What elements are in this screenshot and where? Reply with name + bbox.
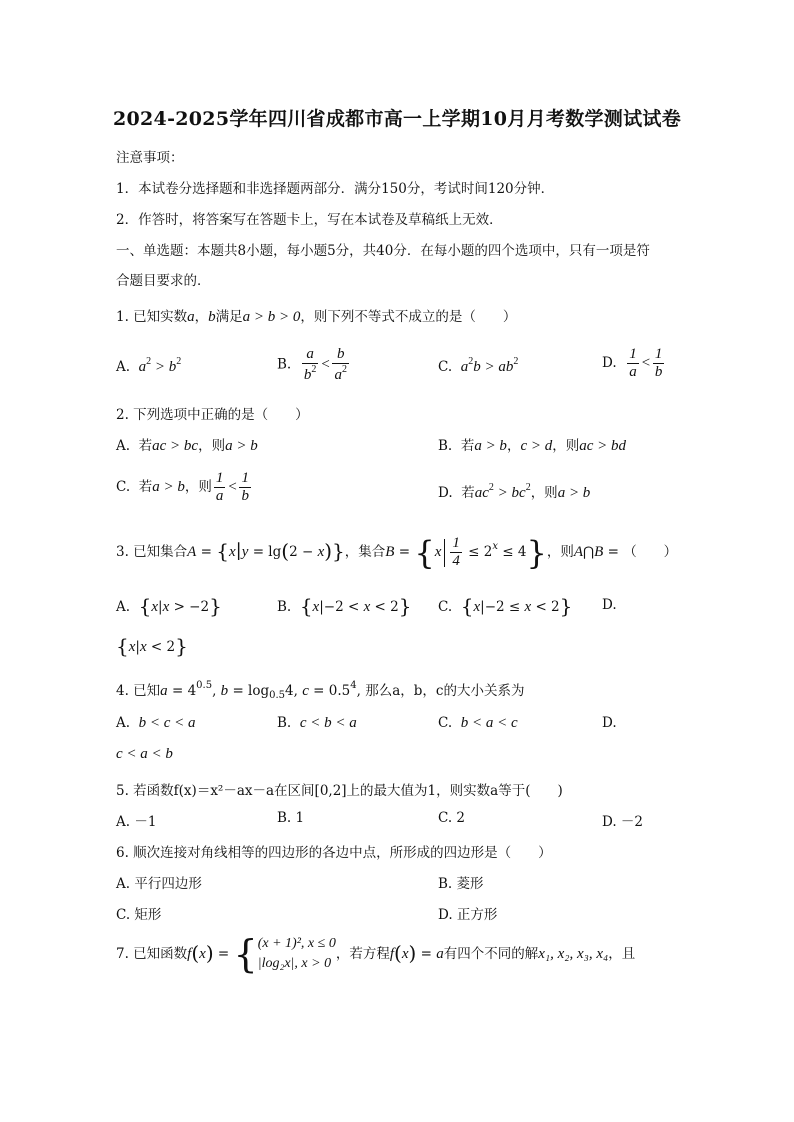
question-2-option-a[interactable]: A. 若ac > bc，则a > b bbox=[116, 438, 258, 454]
question-6-option-c[interactable]: C. 矩形 bbox=[116, 907, 162, 923]
question-3-option-d[interactable]: {x|x < 2} bbox=[116, 634, 188, 658]
question-1-option-c[interactable]: C. $a^2b > ab^2$ bbox=[438, 356, 519, 375]
notice-item-2: 2．作答时，将答案写在答题卡上，写在本试卷及草稿纸上无效． bbox=[116, 212, 503, 228]
question-6-stem: 6. 顺次连接对角线相等的四边形的各边中点，所形成的四边形是（ ） bbox=[116, 845, 552, 861]
question-3-option-c[interactable]: C. {x|−2 ≤ x < 2} bbox=[438, 594, 573, 618]
question-2-stem: 2. 下列选项中正确的是（ ） bbox=[116, 407, 309, 423]
question-1-option-b[interactable]: B. $\frac{a}{b^2}$ < $\frac{b}{a^2}$ bbox=[277, 346, 347, 383]
question-1-option-d[interactable]: D. $\frac{1}{a}$ < $\frac{1}{b}$ bbox=[602, 346, 663, 380]
question-4-stem: 4. 已知$a = 4^{0.5}$, $b = \log_{0.5}4$, $c = 0.5^4$, 那么a，b，c的大小关系为 bbox=[116, 680, 525, 701]
question-5-option-a[interactable]: A. －1 bbox=[116, 814, 157, 830]
question-3-option-b[interactable]: B. {x|−2 < x < 2} bbox=[277, 594, 412, 618]
question-2-option-c[interactable]: C. 若a > b，则 $\frac{1}{a}$ < $\frac{1}{b}$ bbox=[116, 470, 249, 504]
question-7-stem: 7. 已知函数f(x) = { (x + 1)², x ≤ 0 |log₂x|, x > 0 ，若方程f(x) = a有四个不同的解x₁, x₂, x₃, x₄，且 bbox=[116, 932, 636, 977]
section-heading-line-2: 合题目要求的． bbox=[116, 273, 211, 289]
section-heading-line-1: 一、单选题：本题共8小题，每小题5分，共40分．在每小题的四个选项中，只有一项是符 bbox=[116, 243, 650, 259]
question-1-option-a[interactable]: A. $a^2 > b^2$ bbox=[116, 356, 182, 375]
question-4-option-d[interactable]: c < a < b bbox=[116, 746, 173, 762]
question-3-option-d-label[interactable]: D. bbox=[602, 597, 617, 613]
question-6-option-b[interactable]: B. 菱形 bbox=[438, 876, 484, 892]
question-4-option-c[interactable]: C. b < a < c bbox=[438, 715, 518, 731]
question-4-option-d-label[interactable]: D. bbox=[602, 715, 617, 731]
question-6-option-d[interactable]: D. 正方形 bbox=[438, 907, 498, 923]
question-4-option-a[interactable]: A. b < c < a bbox=[116, 715, 196, 731]
notice-item-1: 1．本试卷分选择题和非选择题两部分．满分150分，考试时间120分钟． bbox=[116, 181, 555, 197]
question-5-stem: 5. 若函数f(x)＝x²－ax－a在区间[0,2]上的最大值为1，则实数a等于( ) bbox=[116, 783, 563, 799]
question-5-option-b[interactable]: B. 1 bbox=[277, 810, 305, 826]
question-5-option-d[interactable]: D. －2 bbox=[602, 814, 644, 830]
page-title: 2024-2025学年四川省成都市高一上学期10月月考数学测试试卷 bbox=[113, 108, 681, 130]
question-2-option-b[interactable]: B. 若a > b，c > d，则ac > bd bbox=[438, 438, 626, 454]
question-3-stem: 3. 已知集合A = {x|y = lg(2 − x)}，集合B = {x $\frac{1}{4}$ ≤ $2^x \le 4$}，则A⋂B = （ ） bbox=[116, 534, 678, 572]
question-6-option-a[interactable]: A. 平行四边形 bbox=[116, 876, 202, 892]
question-2-option-d[interactable]: D. 若$ac^2 > bc^2$，则a > b bbox=[438, 482, 591, 501]
question-5-option-c[interactable]: C. 2 bbox=[438, 810, 466, 826]
question-3-option-a[interactable]: A. {x|x > −2} bbox=[116, 594, 222, 618]
notice-heading: 注意事项： bbox=[116, 150, 184, 166]
question-4-option-b[interactable]: B. c < b < a bbox=[277, 715, 357, 731]
question-1-stem: 1. 已知实数a，b满足a > b > 0，则下列不等式不成立的是（ ） bbox=[116, 309, 517, 325]
